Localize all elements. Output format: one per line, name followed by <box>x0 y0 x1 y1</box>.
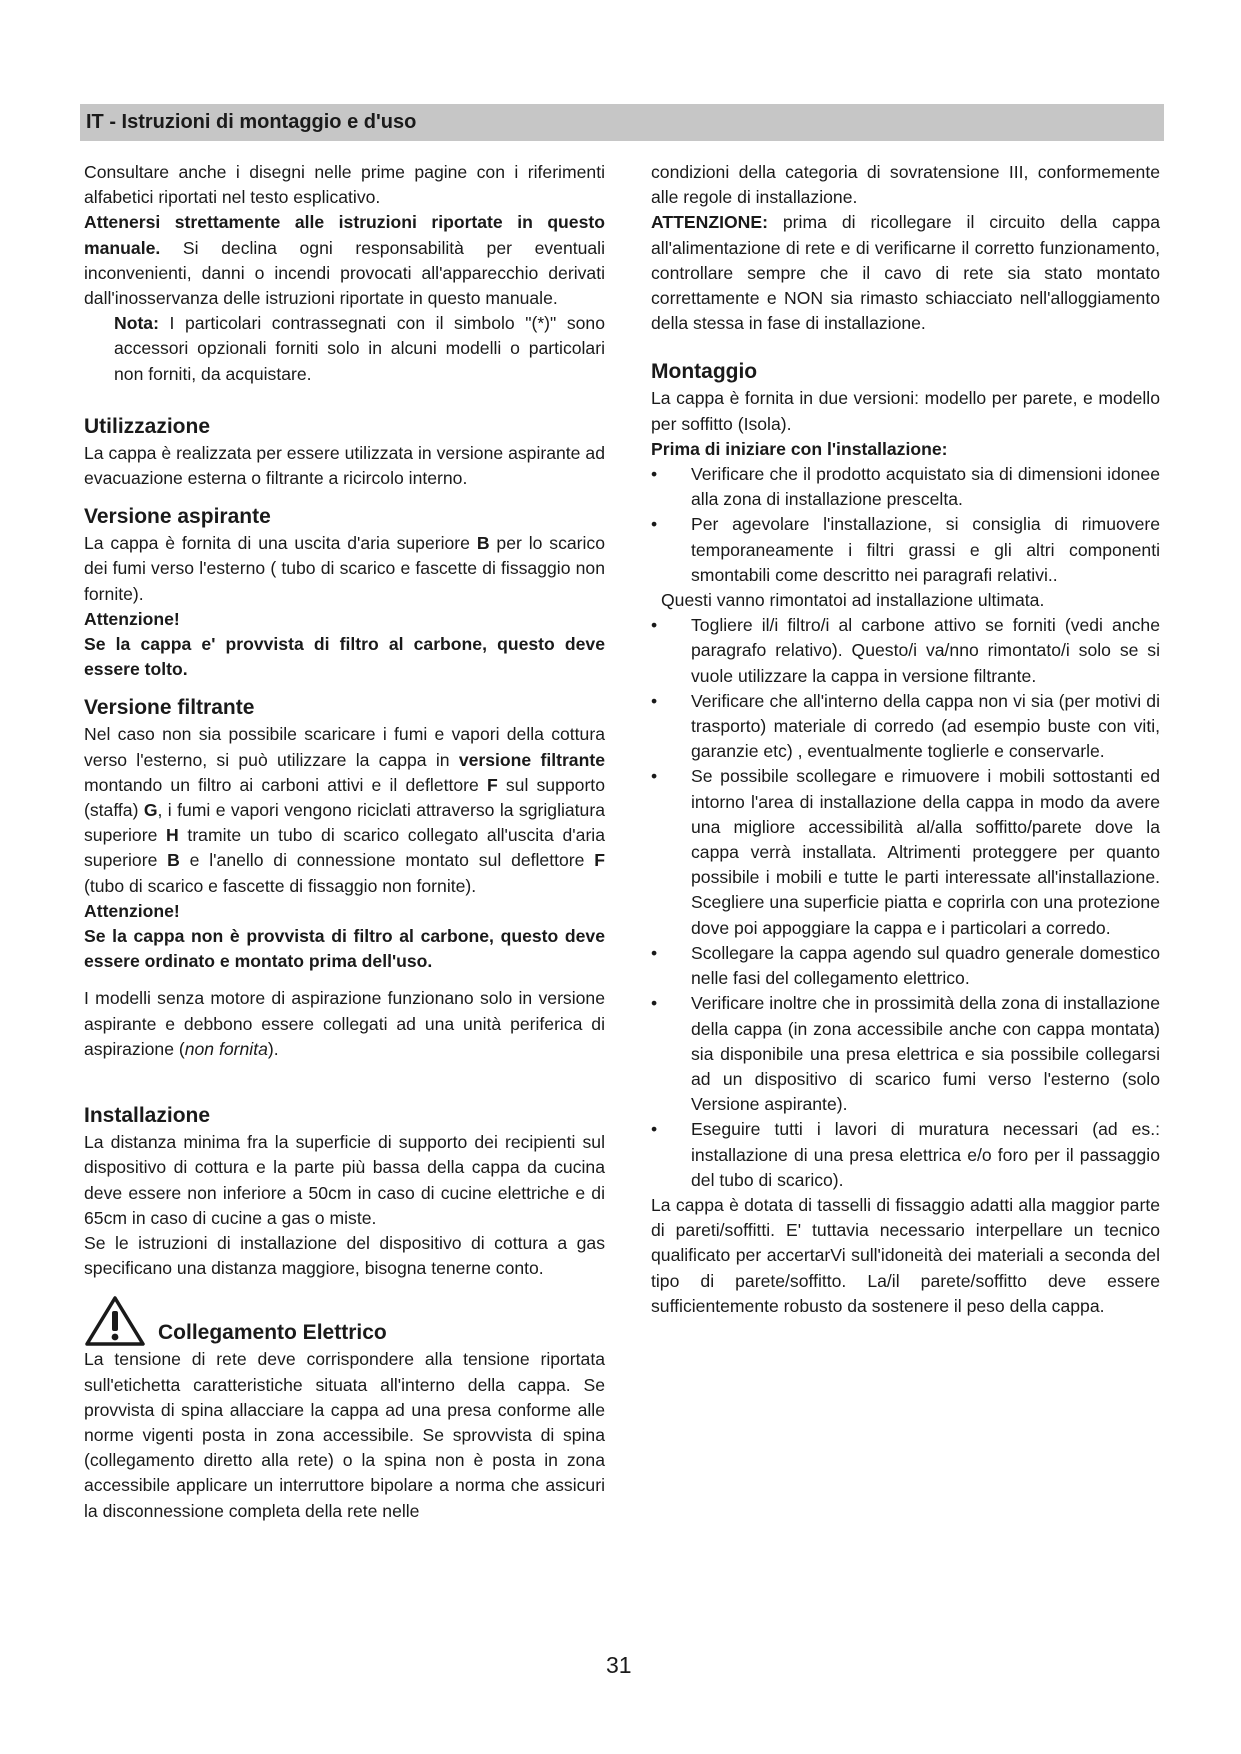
bullet-icon: • <box>651 993 658 1014</box>
bullet-icon: • <box>651 514 658 535</box>
attenzione-text: prima di ricollegare il circuito della cappa all'alimentazione di rete e di verificarne il corretto funzionamento, controllare sempre che il cavo di rete sia stato montato correttamente e NON sia rimasto schiacciato nell'alloggiamento della stessa in fase di installazione. <box>651 212 1160 334</box>
montaggio-closing: La cappa è dotata di tasselli di fissaggio adatti alla maggior parte di pareti/soffitti. E' tuttavia necessario interpellare un tecnico qualificato per accertarVi sull'idoneità dei materiali a seconda del tipo di parete/soffitto. La/il parete/soffitto deve essere sufficientemente robusto da sostenere il peso della cappa. <box>651 1194 1160 1316</box>
bullet-icon: • <box>651 942 658 963</box>
rimontare-note: Questi vanno rimontatoi ad installazione ultimata. <box>661 590 1045 611</box>
aspirante-t1: La cappa è fornita di una uscita d'aria superiore <box>84 533 477 554</box>
senza-motore-text <box>84 986 605 1062</box>
filtrante-t1: Nel caso non sia possibile scaricare i fumi e vapori della cottura verso l'esterno, si può utilizzare la cappa in <box>84 724 605 770</box>
bullet-icon: • <box>651 766 658 787</box>
intro-warning-bold: Attenersi strettamente alle istruzioni riportate in questo manuale. <box>84 212 605 258</box>
filtrante-t5: tramite un tubo di scarico collegato all'uscita d'aria superiore <box>84 825 605 871</box>
right-column <box>651 160 1160 1319</box>
ref-g: G <box>143 800 158 821</box>
intro-warning-paragraph <box>84 210 605 311</box>
collegamento-text: La tensione di rete deve corrispondere alla tensione riportata sull'etichetta caratteristiche situata all'interno della cappa. Se provvista di spina allacciare la cappa ad una presa conforme alle norme vigenti posta in zona accessibile. Se sprovvista di spina (collegamento diretto alla rete) o la spina non è posta in zona accessibile applicare un interruttore bipolare a norma che assicuri la disconnessione completa della rete nelle <box>84 1349 605 1521</box>
filtrante-t2: montando un filtro ai carboni attivi e il deflettore <box>84 774 487 795</box>
bullet-text: Verificare inoltre che in prossimità della zona di installazione della cappa (in zona accessibile anche con cappa montata) sia disponibile una presa elettrica e sia possibile collegarsi ad un dispositivo di scarico fumi verso l'esterno (solo Versione aspirante). <box>691 993 1160 1115</box>
filtrante-t3: sul supporto (staffa) <box>84 774 605 821</box>
list-item <box>651 991 1160 1117</box>
note-label: Nota: <box>114 313 159 334</box>
right-continuation: condizioni della categoria di sovratensione III, conformemente alle regole di installazione. <box>651 162 1160 208</box>
list-item <box>651 613 1160 689</box>
prima-di-iniziare: Prima di iniziare con l'installazione: <box>651 438 948 459</box>
heading-utilizzazione: Utilizzazione <box>84 414 211 438</box>
heading-versione-filtrante: Versione filtrante <box>84 696 255 720</box>
heading-montaggio: Montaggio <box>651 360 758 384</box>
senza-motore-b: ). <box>267 1038 279 1059</box>
bullet-icon: • <box>651 1119 658 1140</box>
ref-b: B <box>476 533 490 554</box>
attenzione-label: ATTENZIONE: <box>651 212 768 233</box>
installazione-text-1: La distanza minima fra la superficie di supporto dei recipienti sul dispositivo di cottura e la parte più bassa della cappa da cucina deve essere non inferiore a 50cm in caso di cucine elettriche e di 65cm in caso di cucine a gas o miste. <box>84 1132 605 1228</box>
aspirante-warning-label: Attenzione! <box>84 608 180 629</box>
ref-f2: F <box>594 850 605 871</box>
list-item <box>651 764 1160 940</box>
note-paragraph <box>84 311 605 387</box>
list-item <box>651 941 1160 991</box>
bullet-text: Scollegare la cappa agendo sul quadro generale domestico nelle fasi del collegamento elettrico. <box>691 942 1160 989</box>
list-item <box>651 512 1160 588</box>
intro-warning-text: Si declina ogni responsabilità per eventuali inconvenienti, danni o incendi provocati all'apparecchio derivati dall'inosservanza delle istruzioni riportate in questo manuale. <box>84 237 605 309</box>
montaggio-intro: La cappa è fornita in due versioni: modello per parete, e modello per soffitto (Isola). <box>651 388 1160 434</box>
attenzione-paragraph <box>651 210 1160 336</box>
note-text: I particolari contrassegnati con il simbolo "(*)" sono accessori opzionali forniti solo in alcuni modelli o particolari non forniti, da acquistare. <box>114 313 605 384</box>
bullet-text: Eseguire tutti i lavori di muratura necessari (ad es.: installazione di una presa elettrica e/o foro per il passaggio del tubo di scarico). <box>691 1119 1160 1190</box>
bullet-text: Per agevolare l'installazione, si consiglia di rimuovere temporaneamente i filtri grassi e gli altri componenti smontabili come descritto nei paragrafi relativi.. <box>691 514 1160 585</box>
ref-b2: B <box>167 850 180 871</box>
aspirante-warning-text: Se la cappa e' provvista di filtro al carbone, questo deve essere tolto. <box>84 634 605 680</box>
utilizzazione-text: La cappa è realizzata per essere utilizzata in versione aspirante ad evacuazione esterna o filtrante a ricircolo interno. <box>84 442 605 489</box>
filtrante-t7: (tubo di scarico e fascette di fissaggio non fornite). <box>84 875 477 896</box>
aspirante-text <box>84 531 605 607</box>
bullet-text: Verificare che all'interno della cappa non vi sia (per motivi di trasporto) materiale di corredo (ad esempio buste con viti, garanzie etc) , eventualmente toglierle e conservarle. <box>691 690 1160 762</box>
section-header-bar <box>80 104 1164 141</box>
senza-motore-italic: non fornita <box>184 1038 268 1059</box>
warning-triangle-icon <box>84 1295 146 1347</box>
senza-motore-a: I modelli senza motore di aspirazione funzionano solo in versione aspirante e debbono essere collegati ad una unità periferica di aspirazione ( <box>84 988 605 1059</box>
bullet-text: Togliere il/i filtro/i al carbone attivo se forniti (vedi anche paragrafo relativo). Questo/i va/nno rimontato/i solo se si vuole utilizzare la cappa in versione filtrante. <box>691 615 1160 686</box>
ref-f: F <box>486 774 498 795</box>
page-number: 31 <box>606 1652 632 1678</box>
ref-h: H <box>166 825 179 846</box>
list-item <box>651 1117 1160 1193</box>
filtrante-t6: e l'anello di connessione montato sul deflettore <box>179 850 595 871</box>
heading-collegamento-elettrico: Collegamento Elettrico <box>158 1321 387 1345</box>
bullet-icon: • <box>651 464 658 485</box>
page-title: IT - Istruzioni di montaggio e d'uso <box>86 111 417 133</box>
collegamento-heading-row <box>84 1295 605 1347</box>
bullet-text: Se possibile scollegare e rimuovere i mobili sottostanti ed intorno l'area di installazione della cappa in modo da avere una migliore accessibilità al/alla soffitto/parete dove la cappa verrà installata. Altrimenti proteggere per quanto possibile i mobili e tutte le parti interessate all'installazione. Scegliere una superficie piatta e coprirla con una protezione dove poi appoggiare la cappa e i particolari a corredo. <box>691 766 1160 938</box>
filtrante-t4: , i fumi e vapori vengono riciclati attraverso la sgrigliatura superiore <box>84 800 605 846</box>
filtrante-warning-label: Attenzione! <box>84 900 180 921</box>
filtrante-b1: versione filtrante <box>458 749 605 770</box>
filtrante-warning-text: Se la cappa non è provvista di filtro al carbone, questo deve essere ordinato e montato prima dell'uso. <box>84 926 605 972</box>
intro-paragraph: Consultare anche i disegni nelle prime pagine con i riferimenti alfabetici riportati nel testo esplicativo. <box>84 162 605 208</box>
aspirante-t2: per lo scarico dei fumi verso l'esterno ( tubo di scarico e fascette di fissaggio non fornite). <box>84 533 605 604</box>
list-item <box>651 462 1160 512</box>
bullet-icon: • <box>651 690 658 711</box>
left-column <box>84 160 605 1524</box>
filtrante-text <box>84 722 605 898</box>
heading-installazione: Installazione <box>84 1104 211 1128</box>
bullet-icon: • <box>651 615 658 636</box>
list-item <box>651 689 1160 765</box>
installazione-text-2: Se le istruzioni di installazione del dispositivo di cottura a gas specificano una distanza maggiore, bisogna tenerne conto. <box>84 1232 605 1279</box>
bullet-text: Verificare che il prodotto acquistato sia di dimensioni idonee alla zona di installazione prescelta. <box>691 464 1160 510</box>
heading-versione-aspirante: Versione aspirante <box>84 505 271 529</box>
